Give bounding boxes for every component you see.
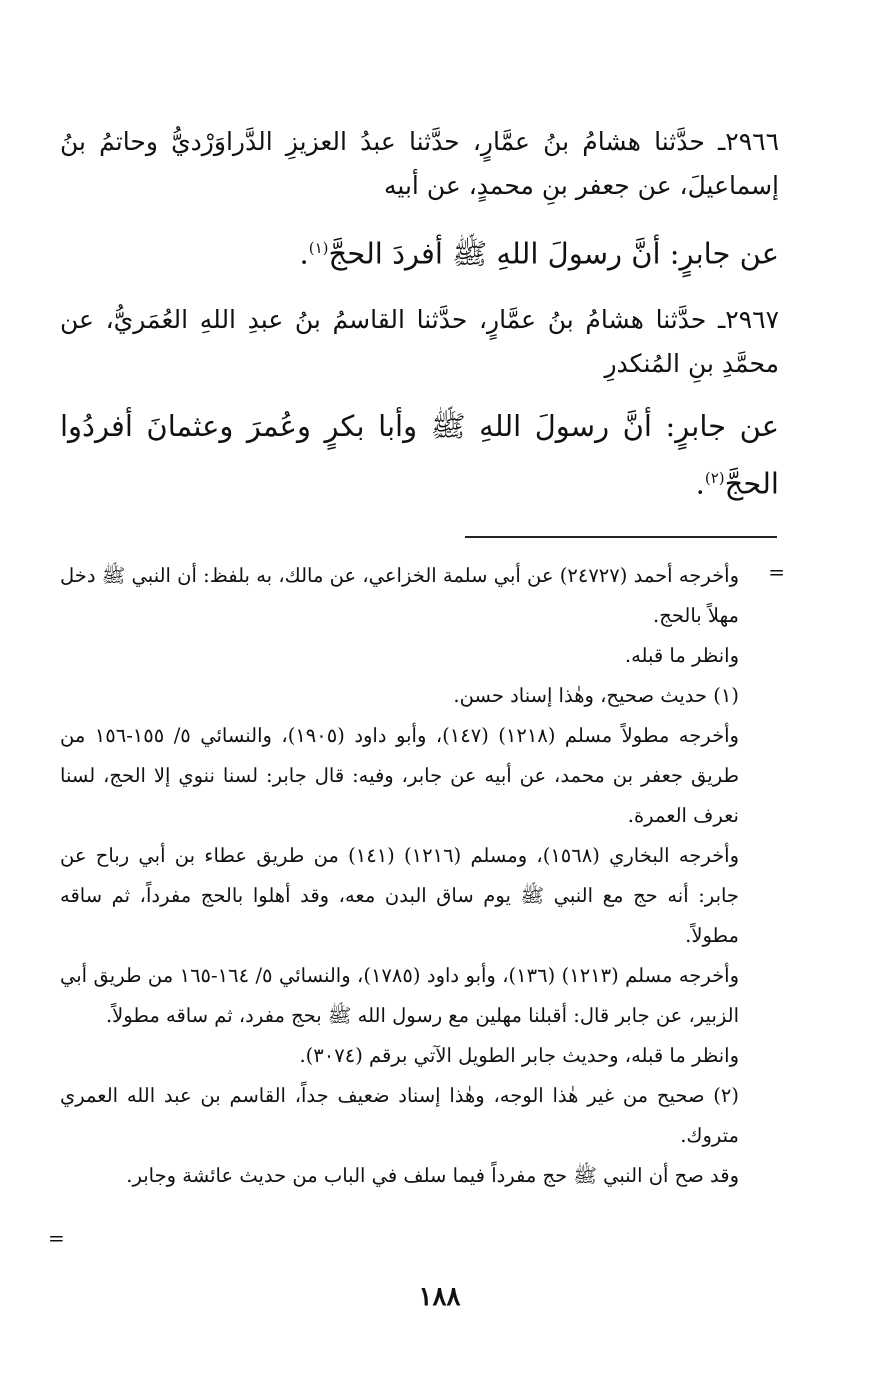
footnote-ref-2: (٢)	[704, 468, 725, 487]
footnote-paragraph: وأخرجه مطولاً مسلم (١٢١٨) (١٤٧)، وأبو داود (١٩٠٥)، والنسائي ٥/ ١٥٥-١٥٦ من طريق جعفر بن محمد، عن أبيه عن جابر، وفيه: قال جابر: لسنا ننوي إلا الحج، لسنا نعرف العمرة.	[60, 724, 739, 827]
footnote-paragraph: وأخرجه مسلم (١٢١٣) (١٣٦)، وأبو داود (١٧٨٥)، والنسائي ٥/ ١٦٤-١٦٥ من طريق أبي الزبير، عن جابر قال: أقبلنا مهلين مع رسول الله ﷺ بحج مفرد، ثم ساقه مطولاً.	[60, 964, 739, 1027]
footnote-paragraph: وأخرجه البخاري (١٥٦٨)، ومسلم (١٢١٦) (١٤١) من طريق عطاء بن أبي رباح عن جابر: أنه حج مع النبي ﷺ يوم ساق البدن معه، وقد أهلوا بالحج مفرداً، ثم ساقه مطولاً.	[60, 844, 739, 947]
hadith-2967-matn-text: عن جابرٍ: أنَّ رسولَ اللهِ ﷺ وأبا بكرٍ وعُمرَ وعثمانَ أفردُوا الحجَّ	[60, 408, 779, 501]
footnote-paragraph: وقد صح أن النبي ﷺ حج مفرداً فيما سلف في الباب من حديث عائشة وجابر.	[126, 1164, 739, 1187]
hadith-2966-isnad: ٢٩٦٦ـ حدَّثنا هشامُ بنُ عمَّارٍ، حدَّثنا عبدُ العزيزِ الدَّراوَرْديُّ وحاتمُ بنُ إسماعيلَ، عن جعفر بنِ محمدٍ، عن أبيه	[60, 127, 779, 200]
hadith-2967-matn: عن جابرٍ: أنَّ رسولَ اللهِ ﷺ وأبا بكرٍ وعُمرَ وعثمانَ أفردُوا الحجَّ$^{(٢)}$.	[60, 408, 779, 501]
main-text	[60, 120, 779, 527]
footnote-paragraph: (١) حديث صحيح، وهٰذا إسناد حسن.	[453, 684, 739, 707]
footnotes	[60, 556, 779, 1196]
continuation-marker-top: =	[768, 560, 785, 584]
footnote-divider	[465, 536, 777, 538]
footnote-paragraph: وانظر ما قبله.	[624, 644, 739, 667]
page-number: ١٨٨	[418, 1282, 461, 1312]
continuation-marker-bottom: =	[48, 1226, 65, 1250]
footnote-paragraph: (٢) صحيح من غير هٰذا الوجه، وهٰذا إسناد ضعيف جداً، القاسم بن عبد الله العمري متروك.	[60, 1084, 739, 1147]
hadith-2966-matn-text: عن جابرٍ: أنَّ رسولَ اللهِ ﷺ أفردَ الحجَّ	[328, 236, 779, 271]
footnote-ref-1: (١)	[308, 239, 329, 257]
hadith-2967-isnad: ٢٩٦٧ـ حدَّثنا هشامُ بنُ عمَّارٍ، حدَّثنا القاسمُ بنُ عبدِ اللهِ العُمَريُّ، عن محمَّدِ بنِ المُنكدرِ	[60, 304, 779, 378]
footnote-paragraph: وأخرجه أحمد (٢٤٧٢٧) عن أبي سلمة الخزاعي، عن مالك، به بلفظ: أن النبي ﷺ دخل مهلاً بالحج.	[60, 564, 739, 627]
footnote-paragraph: وانظر ما قبله، وحديث جابر الطويل الآتي برقم (٣٠٧٤).	[299, 1044, 739, 1067]
hadith-2966-matn: عن جابرٍ: أنَّ رسولَ اللهِ ﷺ أفردَ الحجَّ$^{(١)}$.	[299, 236, 779, 271]
